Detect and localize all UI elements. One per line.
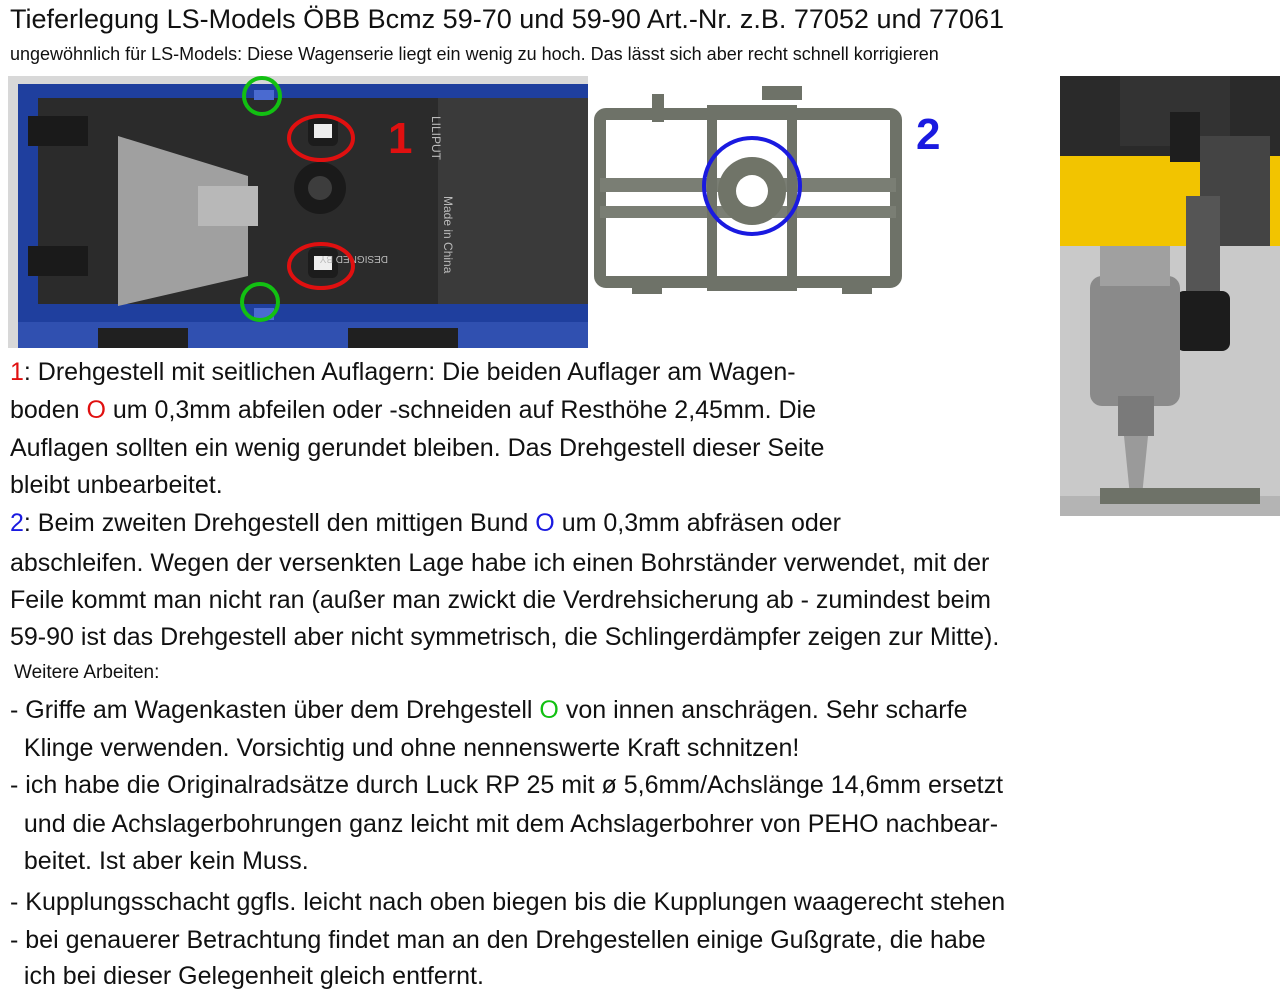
bullet-2-line-1: - ich habe die Originalradsätze durch Luck RP 25 mit ø 5,6mm/Achslänge 14,6mm ersetzt: [10, 771, 1004, 799]
p2-text-1b: um 0,3mm abfräsen oder: [554, 509, 841, 537]
p1-line-4: bleibt unbearbeitet.: [10, 471, 223, 499]
p1-line-2: [10, 392, 816, 428]
bullet-4-line-2: ich bei dieser Gelegenheit gleich entfernt.: [10, 962, 484, 990]
p1-text-2a: boden: [10, 396, 87, 424]
p1-text-1: : Drehgestell mit seitlichen Auflagern: Die beiden Auflager am Wagen-: [23, 358, 796, 386]
p1-line-3: Auflagen sollten ein wenig gerundet bleiben. Das Drehgestell dieser Seite: [10, 434, 825, 462]
bullet-1-text-a: - Griffe am Wagenkasten über dem Drehgestell: [10, 696, 540, 724]
p1-text-2b: um 0,3mm abfeilen oder -schneiden auf Resthöhe 2,45mm. Die: [105, 396, 817, 424]
photo-marker-1: 1: [388, 114, 413, 163]
bullet-1-line-1: [10, 692, 967, 728]
page-title: Tieferlegung LS-Models ÖBB Bcmz 59-70 und 59-90 Art.-Nr. z.B. 77052 und 77061: [10, 4, 1005, 34]
photo-marker-2: 2: [916, 110, 941, 159]
p2-text-1a: : Beim zweiten Drehgestell den mittigen Bund: [23, 509, 536, 537]
further-work-heading: Weitere Arbeiten:: [14, 662, 160, 683]
bullet-1-line-2: Klinge verwenden. Vorsichtig und ohne nennenswerte Kraft schnitzen!: [10, 734, 800, 762]
photo-brand-text: LILIPUT: [429, 116, 443, 161]
bogie-photo: [592, 86, 952, 296]
bullet-4-line-1: - bei genauerer Betrachtung findet man an den Drehgestellen einige Gußgrate, die habe: [10, 926, 986, 954]
bullet-2-line-3: beitet. Ist aber kein Muss.: [10, 847, 309, 875]
p2-line-3: Feile kommt man nicht ran (außer man zwickt die Verdrehsicherung ab - zumindest beim: [10, 586, 991, 614]
p1-line-1: [10, 354, 796, 390]
p2-line-1: [10, 505, 841, 541]
red-o-marker: O: [86, 396, 106, 424]
wagon-underside-photo: [8, 76, 588, 348]
bullet-1-text-b: von innen anschrägen. Sehr scharfe: [558, 696, 968, 724]
p1-number: 1: [10, 358, 24, 386]
green-o-marker: O: [539, 696, 559, 724]
photo-stamp-text: Made in China: [441, 196, 455, 274]
photo-stamp-text-2: DESIGNED BY: [319, 253, 388, 264]
page-subtitle: ungewöhnlich für LS-Models: Diese Wagenserie liegt ein wenig zu hoch. Das lässt sich aber recht schnell korrigieren: [10, 44, 939, 64]
p2-line-4: 59-90 ist das Drehgestell aber nicht symmetrisch, die Schlingerdämpfer zeigen zur Mitte).: [10, 623, 1000, 651]
drill-stand-photo: [1060, 76, 1280, 516]
blue-o-marker: O: [535, 509, 555, 537]
bullet-3-line-1: - Kupplungsschacht ggfls. leicht nach oben biegen bis die Kupplungen waagerecht stehen: [10, 888, 1006, 916]
bullet-2-line-2: und die Achslagerbohrungen ganz leicht mit dem Achslagerbohrer von PEHO nachbear-: [10, 810, 999, 838]
p2-number: 2: [10, 509, 24, 537]
p2-line-2: abschleifen. Wegen der versenkten Lage habe ich einen Bohrständer verwendet, mit der: [10, 549, 990, 577]
